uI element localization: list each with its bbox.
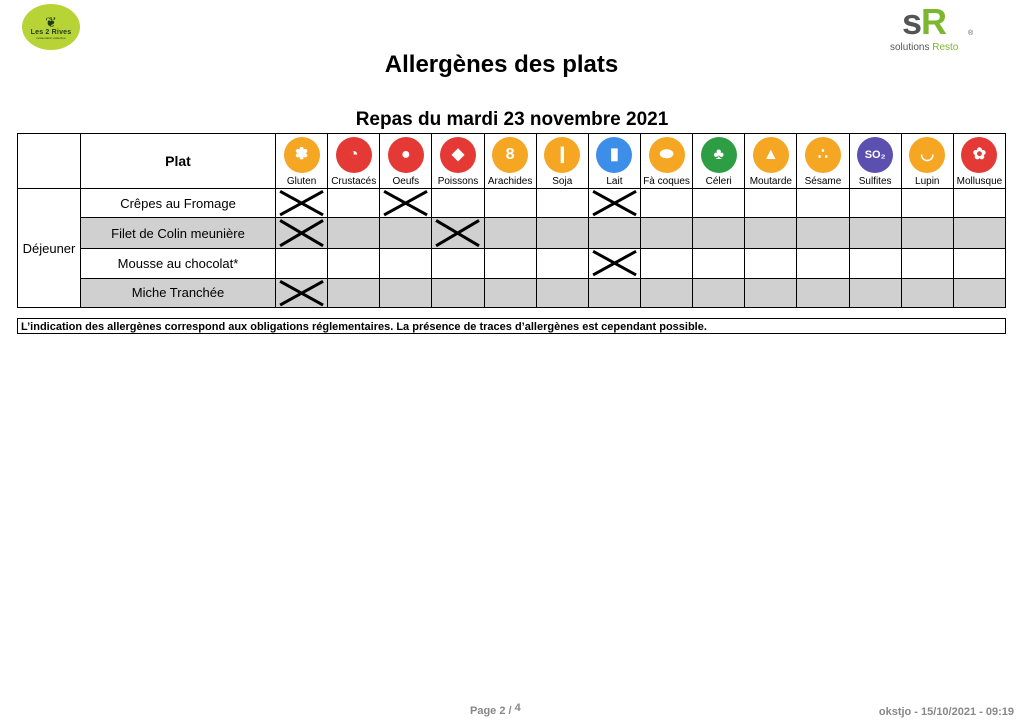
allergen-cell — [640, 218, 692, 249]
sesame-icon: ∴ — [805, 137, 841, 173]
mustard-icon: ▲ — [753, 137, 789, 173]
allergen-cell — [328, 218, 380, 249]
solutions-resto-logo: sR ® solutions Resto — [890, 1, 974, 53]
allergen-cell — [745, 249, 797, 278]
logo-subtitle: solutions Resto — [890, 42, 959, 53]
allergen-cell — [849, 249, 901, 278]
allergen-header — [745, 134, 797, 189]
allergen-cell — [484, 189, 536, 218]
service-label: Déjeuner — [18, 189, 81, 308]
mollusc-icon: ✿ — [961, 137, 997, 173]
allergen-cell — [640, 278, 692, 307]
allergen-cell — [484, 218, 536, 249]
allergen-cell — [536, 278, 588, 307]
allergen-cell — [536, 189, 588, 218]
les-2-rives-logo — [22, 4, 80, 50]
allergen-cell — [640, 249, 692, 278]
allergen-cell — [953, 278, 1005, 307]
allergen-label: Soja — [552, 176, 573, 187]
allergen-cell — [276, 189, 328, 218]
allergen-label: Sulfites — [858, 176, 892, 187]
allergen-cell — [588, 218, 640, 249]
allergen-header — [588, 134, 640, 189]
allergen-cell — [797, 218, 849, 249]
page-number: Page 2 / 4 — [470, 702, 521, 717]
allergen-cell — [693, 218, 745, 249]
dish-name: Filet de Colin meunière — [81, 218, 276, 249]
sulfites-icon: SO₂ — [857, 137, 893, 173]
allergen-cell — [953, 189, 1005, 218]
allergen-cell — [328, 249, 380, 278]
allergen-cell — [745, 278, 797, 307]
allergen-cell — [380, 278, 432, 307]
allergen-cell — [797, 189, 849, 218]
allergen-cell — [328, 278, 380, 307]
table-row — [18, 249, 1006, 278]
allergen-cell — [432, 278, 484, 307]
contains-allergen-mark — [276, 189, 327, 217]
shrimp-icon: ◔ — [336, 137, 372, 173]
logo-tagline: restauration collective — [36, 35, 66, 40]
allergen-cell — [745, 189, 797, 218]
wheat-icon: ✽ — [284, 137, 320, 173]
allergen-header — [328, 134, 380, 189]
contains-allergen-mark — [432, 218, 483, 248]
milk-bottle-icon: ▮ — [596, 137, 632, 173]
allergen-cell — [797, 249, 849, 278]
allergen-cell — [693, 278, 745, 307]
contains-allergen-mark — [589, 249, 640, 277]
allergen-cell — [849, 218, 901, 249]
allergen-label: Céleri — [705, 176, 732, 187]
allergen-label: Poissons — [437, 176, 479, 187]
allergen-header — [536, 134, 588, 189]
table-row — [18, 278, 1006, 307]
celery-icon: ♣ — [701, 137, 737, 173]
footer-signature: okstjo - 15/10/2021 - 09:19 — [878, 706, 1014, 718]
contains-allergen-mark — [276, 218, 327, 248]
allergen-table — [17, 133, 1006, 308]
allergen-cell — [901, 218, 953, 249]
contains-allergen-mark — [276, 279, 327, 307]
table-row — [18, 218, 1006, 249]
allergen-cell — [901, 189, 953, 218]
allergen-label: Oeufs — [392, 176, 420, 187]
allergen-cell — [849, 278, 901, 307]
allergen-header — [797, 134, 849, 189]
allergen-label: Lupin — [915, 176, 940, 187]
allergen-cell — [745, 218, 797, 249]
allergen-header — [276, 134, 328, 189]
fish-icon: ◆ — [440, 137, 476, 173]
allergen-cell — [484, 249, 536, 278]
nut-icon: ⬬ — [649, 137, 685, 173]
dish-name: Miche Tranchée — [81, 278, 276, 307]
allergen-header — [901, 134, 953, 189]
allergen-header — [693, 134, 745, 189]
allergen-cell — [536, 249, 588, 278]
page-title: Allergènes des plats — [384, 51, 619, 78]
allergen-label: Sésame — [804, 176, 842, 187]
allergen-label: Mollusque — [956, 176, 1003, 187]
egg-icon: ● — [388, 137, 424, 173]
allergen-cell — [432, 189, 484, 218]
dish-name: Mousse au chocolat* — [81, 249, 276, 278]
allergen-cell — [380, 218, 432, 249]
allergen-cell — [797, 278, 849, 307]
allergen-cell — [849, 189, 901, 218]
allergen-label: Gluten — [286, 176, 317, 187]
allergen-header — [953, 134, 1005, 189]
dish-name: Crêpes au Fromage — [81, 189, 276, 218]
allergen-label: Arachides — [487, 176, 533, 187]
soy-icon: ❙ — [544, 137, 580, 173]
sr-mark: sR — [902, 1, 947, 42]
allergen-cell — [901, 278, 953, 307]
allergen-cell — [588, 278, 640, 307]
leaves-icon: ❦ — [45, 13, 57, 30]
allergen-cell — [276, 278, 328, 307]
allergen-label: Lait — [606, 176, 623, 187]
allergen-cell — [901, 249, 953, 278]
contains-allergen-mark — [380, 189, 431, 217]
allergen-cell — [276, 218, 328, 249]
allergen-cell — [380, 189, 432, 218]
logo-brand: Les 2 Rives — [30, 28, 72, 36]
allergen-cell — [953, 218, 1005, 249]
peanut-icon: 8 — [492, 137, 528, 173]
service-header — [18, 134, 81, 189]
plat-header: Plat — [81, 134, 276, 189]
allergen-cell — [588, 189, 640, 218]
allergen-header — [432, 134, 484, 189]
lupin-icon: ◡ — [909, 137, 945, 173]
allergen-cell — [432, 218, 484, 249]
allergen-cell — [536, 218, 588, 249]
allergen-header — [380, 134, 432, 189]
allergen-header — [484, 134, 536, 189]
allergen-cell — [953, 249, 1005, 278]
allergen-cell — [640, 189, 692, 218]
allergen-cell — [693, 189, 745, 218]
allergen-cell — [380, 249, 432, 278]
allergen-header — [849, 134, 901, 189]
allergen-cell — [588, 249, 640, 278]
allergen-disclaimer: L’indication des allergènes correspond aux obligations réglementaires. La présence de traces d’allergènes est cependant possible. — [17, 318, 1006, 334]
allergen-label: Moutarde — [749, 176, 792, 187]
allergen-cell — [276, 249, 328, 278]
table-row — [18, 189, 1006, 218]
allergen-cell — [328, 189, 380, 218]
allergen-header — [640, 134, 692, 189]
allergen-cell — [693, 249, 745, 278]
allergen-label: Crustacés — [331, 176, 377, 187]
allergen-cell — [432, 249, 484, 278]
allergen-label: Fà coques — [643, 176, 690, 187]
contains-allergen-mark — [589, 189, 640, 217]
allergen-cell — [484, 278, 536, 307]
meal-title: Repas du mardi 23 novembre 2021 — [355, 109, 669, 130]
